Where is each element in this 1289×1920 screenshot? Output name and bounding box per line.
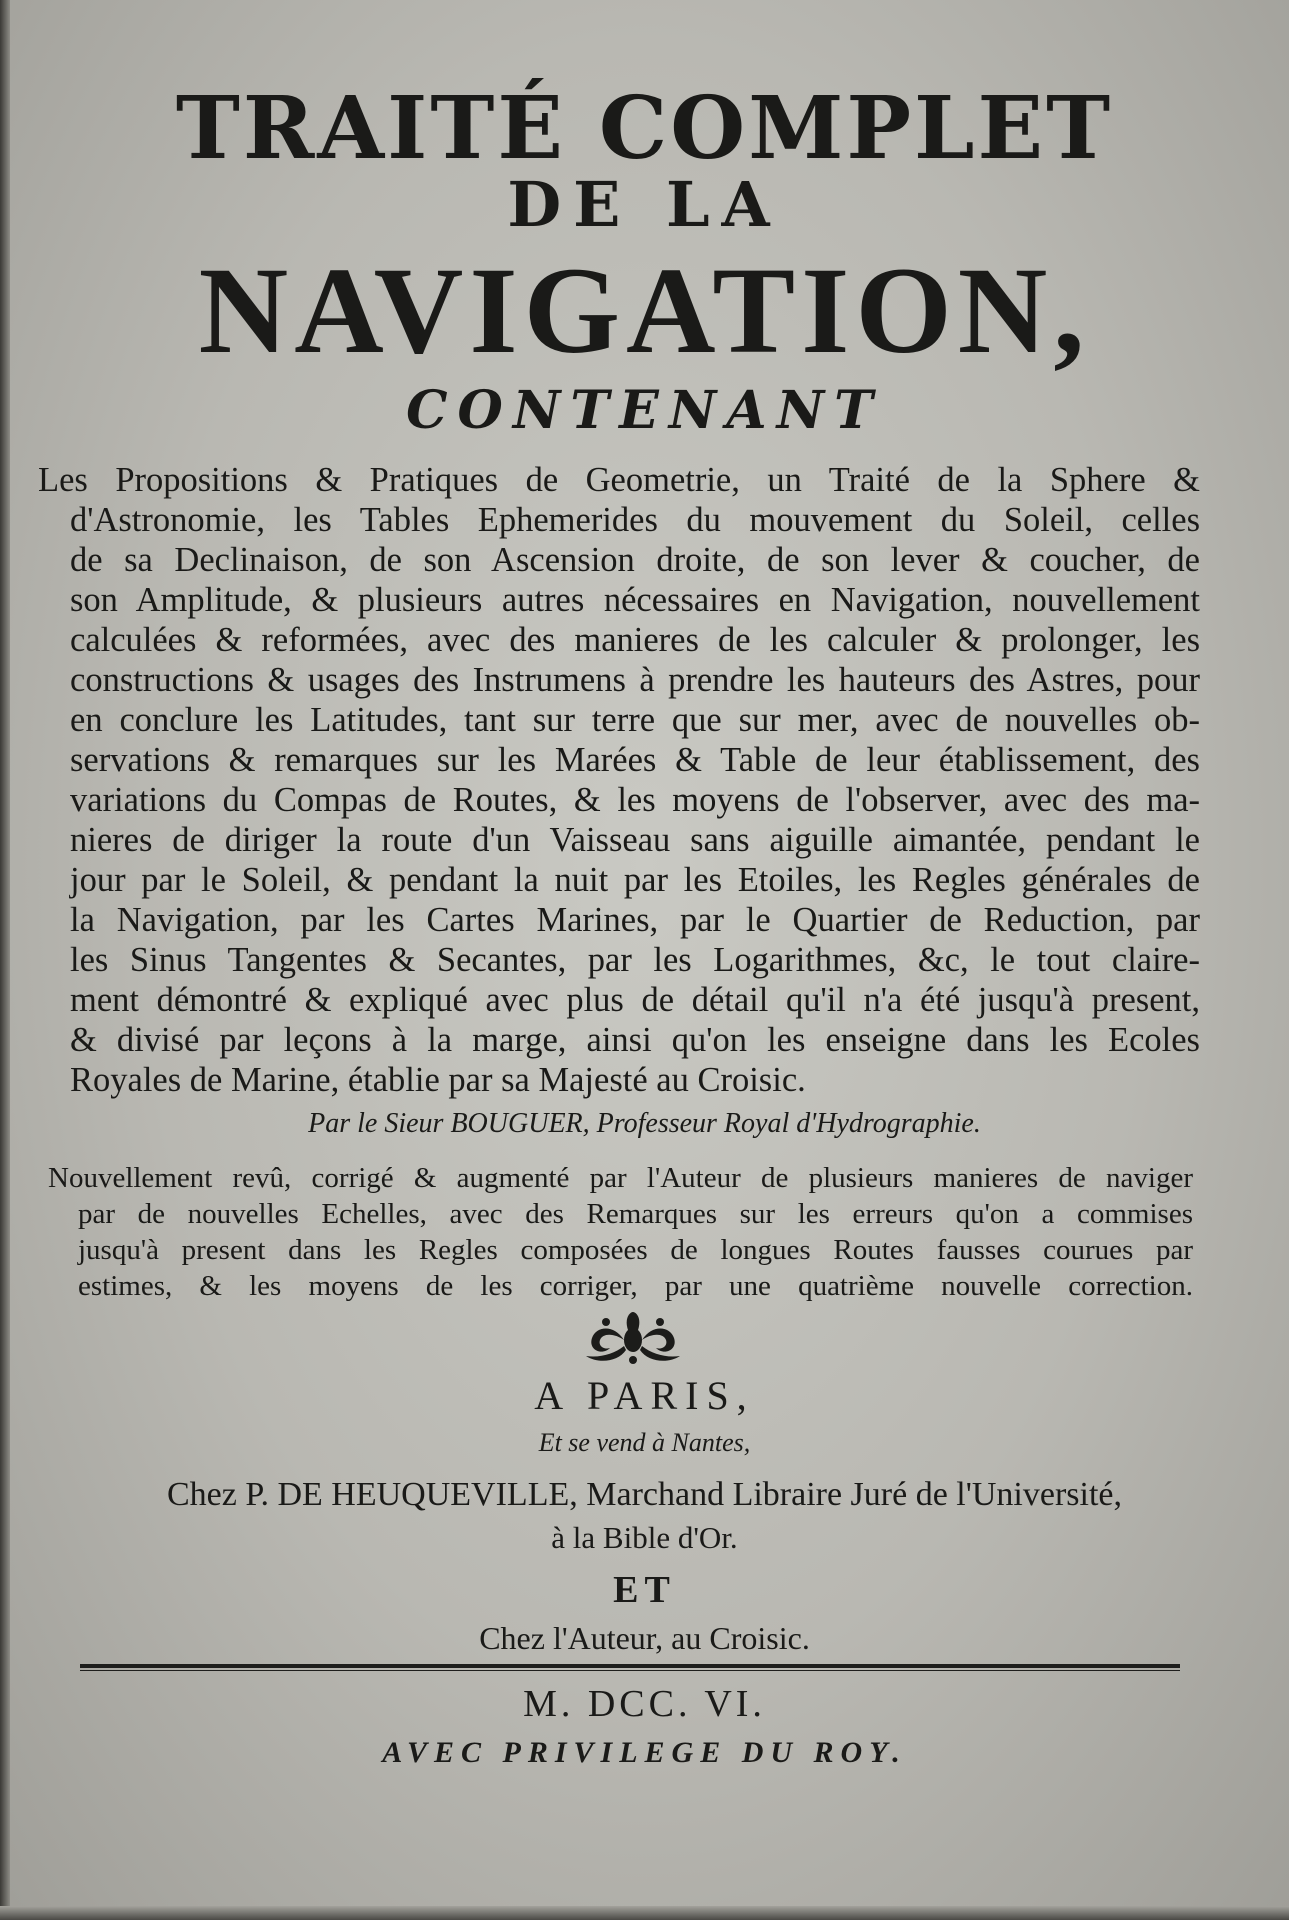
subtitle-contenant: CONTENANT: [406, 380, 883, 441]
description-line: les Sinus Tangentes & Secantes, par les Logarithmes, &c, le tout claire-: [70, 941, 1200, 979]
description-line: constructions & usages des Instrumens à prendre les hauteurs des Astres, pour: [70, 661, 1200, 699]
description-line: nieres de diriger la route d'un Vaisseau sans aiguille aimantée, pendant le: [70, 821, 1200, 859]
description-line: jour par le Soleil, & pendant la nuit par les Etoiles, les Regles générales de: [70, 861, 1200, 899]
description-line: de sa Declinaison, de son Ascension droite, de son lever & coucher, de: [70, 541, 1200, 579]
fleuron-ornament-icon: [578, 1310, 688, 1366]
revision-line: Nouvellement revû, corrigé & augmenté par l'Auteur de plusieurs manieres de naviger: [48, 1162, 1193, 1194]
description-line: son Amplitude, & plusieurs autres nécessaires en Navigation, nouvellement: [70, 581, 1200, 619]
title-line-1: TRAITÉ COMPLET: [175, 78, 1114, 179]
imprint-place: A PARIS,: [534, 1373, 755, 1418]
description-line: variations du Compas de Routes, & les moyens de l'observer, avec des ma-: [70, 781, 1200, 819]
description-line: Royales de Marine, établie par sa Majesté au Croisic.: [70, 1061, 806, 1099]
description-line: & divisé par leçons à la marge, ainsi qu'on les enseigne dans les Ecoles: [70, 1021, 1200, 1059]
description-line: d'Astronomie, les Tables Ephemerides du mouvement du Soleil, celles: [70, 501, 1200, 539]
imprint-sign: à la Bible d'Or.: [551, 1520, 738, 1555]
imprint-et: ET: [613, 1569, 676, 1611]
description-line: calculées & reformées, avec des manieres de les calculer & prolonger, les: [70, 621, 1200, 659]
imprint-date: M. DCC. VI.: [523, 1683, 766, 1725]
title-line-2: DE LA: [507, 168, 782, 241]
imprint-vend: Et se vend à Nantes,: [538, 1428, 751, 1457]
author-line: Par le Sieur BOUGUER, Professeur Royal d'Hydrographie.: [308, 1108, 981, 1139]
title-line-3: NAVIGATION,: [198, 242, 1091, 379]
description-line: ment démontré & expliqué avec plus de détail qu'il n'a été jusqu'à present,: [70, 981, 1200, 1019]
imprint-author-address: Chez l'Auteur, au Croisic.: [479, 1620, 810, 1656]
royal-privilege: AVEC PRIVILEGE DU ROY.: [382, 1736, 907, 1769]
description-line: en conclure les Latitudes, tant sur terre que sur mer, avec de nouvelles ob-: [70, 701, 1200, 739]
divider-rule: [80, 1664, 1180, 1671]
description-line: servations & remarques sur les Marées & Table de leur établissement, des: [70, 741, 1200, 779]
imprint-publisher: Chez P. DE HEUQUEVILLE, Marchand Libraire Juré de l'Université,: [166, 1476, 1122, 1513]
photo-frame-bottom: [0, 1906, 1289, 1920]
revision-line: estimes, & les moyens de les corriger, par une quatrième nouvelle correction.: [78, 1270, 1193, 1302]
description-line: la Navigation, par les Cartes Marines, par le Quartier de Reduction, par: [70, 901, 1200, 939]
description-line: Les Propositions & Pratiques de Geometrie, un Traité de la Sphere &: [38, 461, 1200, 499]
revision-line: par de nouvelles Echelles, avec des Remarques sur les erreurs qu'on a commises: [78, 1198, 1193, 1230]
revision-line: jusqu'à present dans les Regles composées de longues Routes fausses courues par: [78, 1234, 1193, 1266]
